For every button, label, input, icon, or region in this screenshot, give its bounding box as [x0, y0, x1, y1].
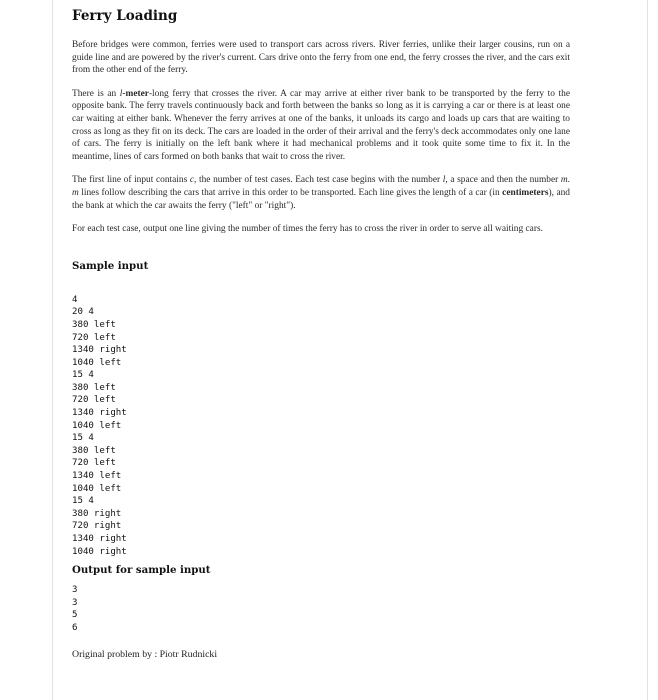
code-line: 380 left — [72, 445, 116, 456]
code-line: 4 — [72, 294, 78, 305]
code-line: 380 left — [72, 382, 116, 393]
code-line: 6 — [72, 622, 78, 633]
code-line: 1040 left — [72, 420, 122, 431]
code-line: 1340 right — [72, 345, 127, 356]
code-line: 1040 left — [72, 357, 122, 368]
sample-output-block — [72, 584, 570, 634]
code-line: 3 — [72, 585, 78, 596]
intro-paragraph: Before bridges were common, ferries were used to transport cars across rivers. River ferries, unlike their larger cousins, run on a guide line and are powered by the river's current. Cars drive onto the ferry from one end, the ferry crosses the river, and the cars exit from the other end of the ferry. — [72, 40, 570, 76]
input-description-paragraph: The first line of input contains c, the number of test cases. Each test case begins with the number l, a space and then the number m. m lines follow describing the cars that arrive in this order to be transported. Each line gives the length of a car (in centimeters), and the bank at which the car awaits the ferry ("left" or "right"). — [72, 175, 571, 211]
problem-statement — [72, 8, 570, 660]
code-line: 15 4 — [72, 370, 94, 381]
code-line: 720 right — [72, 521, 122, 532]
code-line: 1040 left — [72, 483, 122, 494]
sample-output-title: Output for sample input — [72, 564, 211, 577]
code-line: 380 right — [72, 508, 122, 519]
code-line: 15 4 — [72, 496, 94, 507]
code-line: 720 left — [72, 458, 116, 469]
code-line: 1340 right — [72, 534, 127, 544]
code-line: 1340 right — [72, 408, 127, 419]
code-line: 720 left — [72, 332, 116, 343]
output-description-paragraph: For each test case, output one line giving the number of times the ferry has to cross the river in order to serve all waiting cars. — [72, 224, 543, 235]
code-line: 380 left — [72, 319, 116, 330]
page-title: Ferry Loading — [72, 8, 178, 24]
code-line: 1340 left — [72, 471, 122, 482]
code-line: 5 — [72, 610, 78, 621]
code-line: 1040 right — [72, 546, 127, 557]
ferry-description-paragraph: There is an l-meter-long ferry that crosses the river. A car may arrive at either river bank to be transported by the ferry to the opposite bank. The ferry travels continuously back and forth between the banks so long as it is carrying a car or there is at least one car waiting at either bank. Whenever the ferry arrives at one of the banks, it unloads its cargo and loads up cars that are waiting to cross as long as they fit on its deck. The cars are loaded in the order of their arrival and the ferry's deck accommodates only one lane of cars. The ferry is initially on the left bank where it had mechanical problems and it took quite some time to fix it. In the meantime, lines of cars formed on both banks that wait to cross the river. — [72, 88, 571, 162]
credit-line: Original problem by : Piotr Rudnicki — [72, 648, 218, 660]
code-line: 3 — [72, 597, 78, 608]
sample-input-block — [72, 294, 570, 558]
code-line: 20 4 — [72, 307, 94, 318]
sample-input-title: Sample input — [72, 259, 149, 272]
code-line: 720 left — [72, 395, 116, 406]
code-line: 15 4 — [72, 433, 94, 444]
